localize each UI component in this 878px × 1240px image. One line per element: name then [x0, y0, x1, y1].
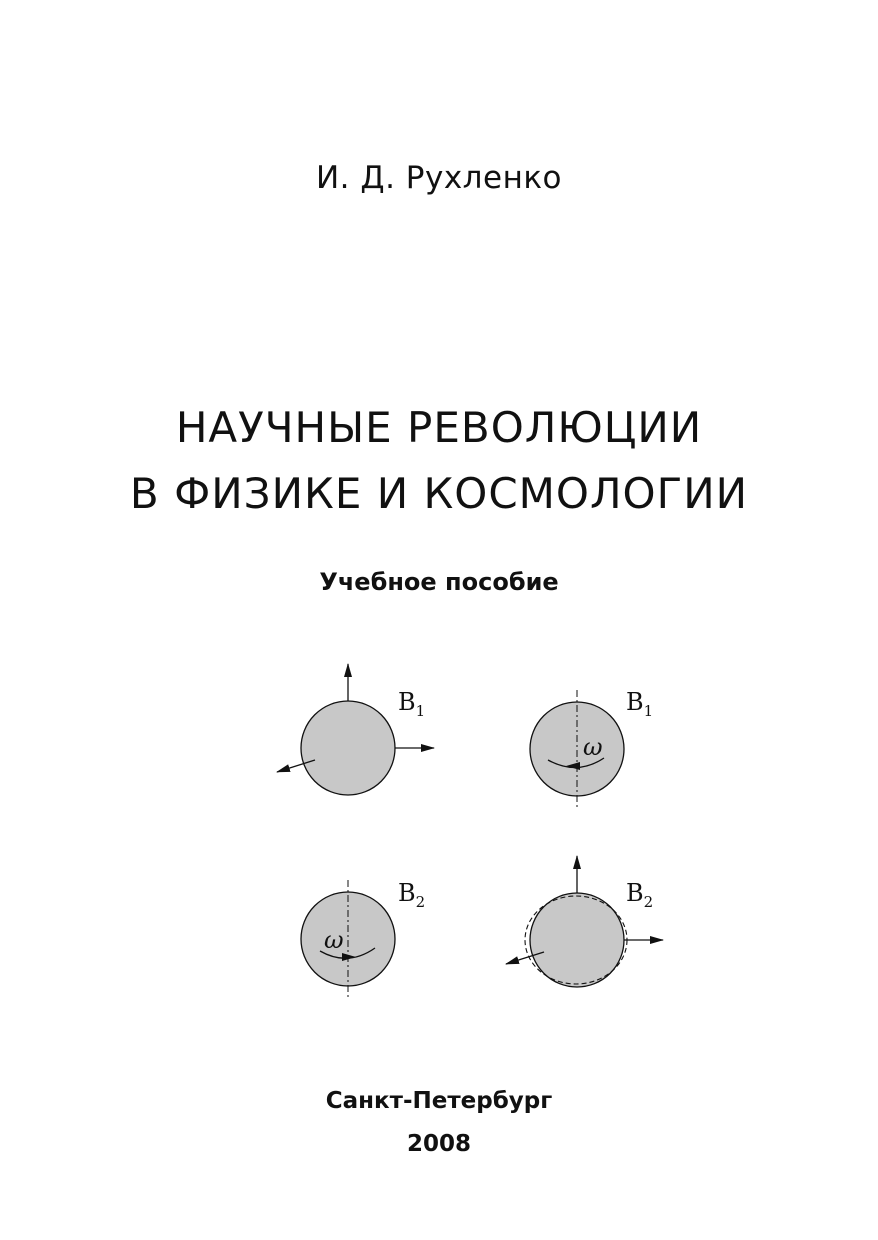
- disk: [301, 701, 395, 795]
- panel-subscript: 1: [643, 702, 654, 720]
- svg-text:B2: [626, 879, 653, 911]
- panel-top-left: [277, 664, 434, 795]
- panel-top-right: [530, 688, 653, 810]
- publication-city: Санкт-Петербург: [325, 1088, 553, 1114]
- panel-label: B: [398, 688, 416, 716]
- svg-text:B1: [398, 688, 425, 720]
- svg-text:B2: [398, 879, 425, 911]
- title-line-2: В ФИЗИКЕ И КОСМОЛОГИИ: [129, 469, 749, 518]
- panel-label: B: [398, 879, 416, 907]
- omega-symbol: ω: [324, 926, 344, 954]
- panel-subscript: 1: [415, 702, 426, 720]
- svg-text:B1: [626, 688, 653, 720]
- panel-subscript: 2: [415, 893, 426, 911]
- publication-year: 2008: [406, 1131, 471, 1157]
- panel-label: B: [626, 688, 644, 716]
- subtitle: Учебное пособие: [319, 568, 559, 596]
- panel-bottom-left: [301, 879, 425, 1000]
- panel-label: B: [626, 879, 644, 907]
- panel-bottom-right: [506, 856, 663, 987]
- title-line-1: НАУЧНЫЕ РЕВОЛЮЦИИ: [175, 403, 703, 452]
- author-name: И. Д. Рухленко: [315, 160, 563, 196]
- panel-subscript: 2: [643, 893, 654, 911]
- omega-symbol: ω: [583, 733, 603, 761]
